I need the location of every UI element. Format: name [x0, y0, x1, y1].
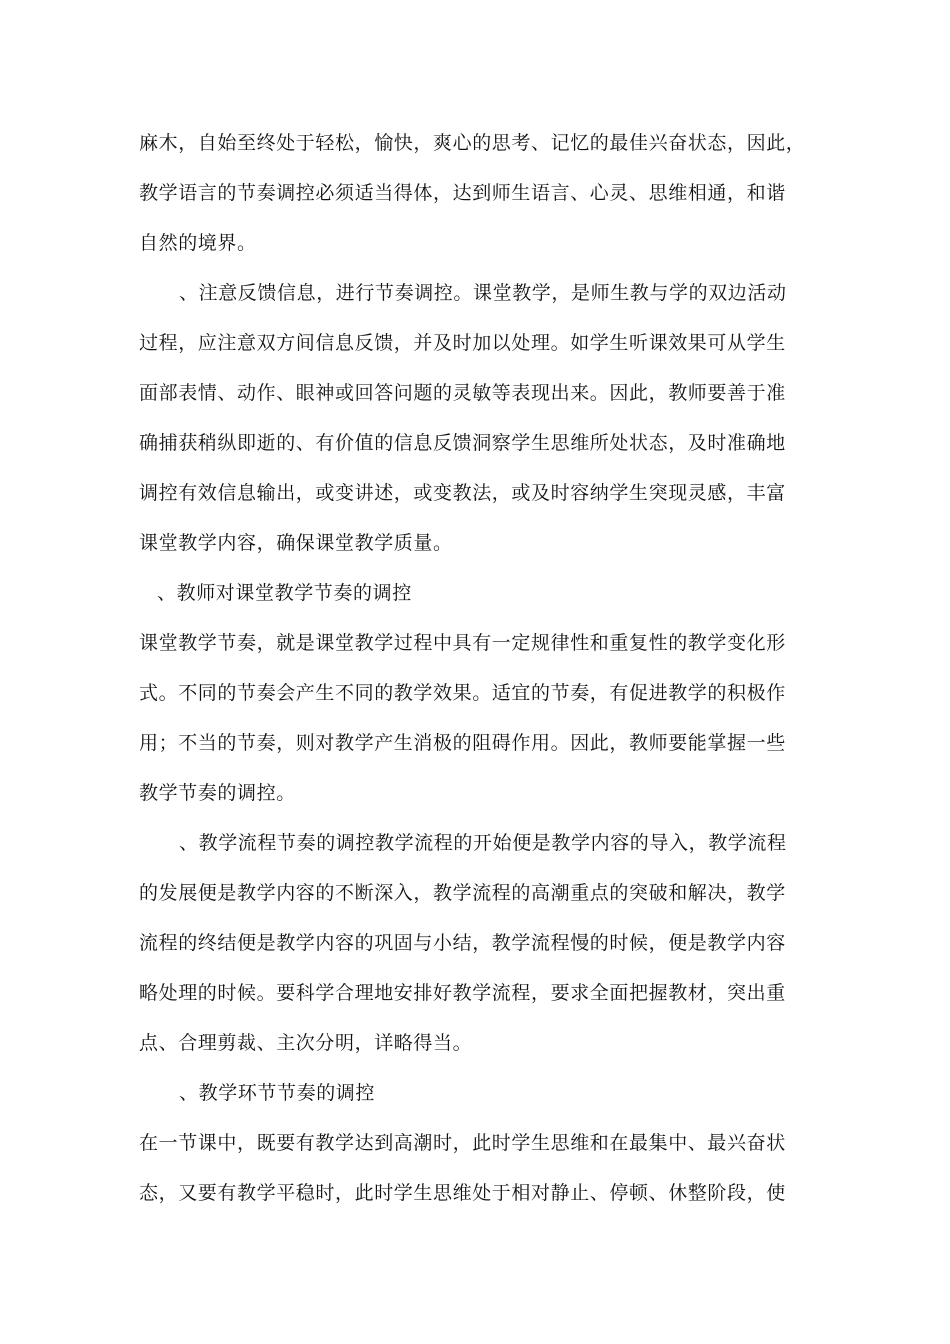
document-body	[139, 118, 839, 1218]
text-line: 在一节课中，既要有教学达到高潮时，此时学生思维和在最集中、最兴奋状	[139, 1132, 786, 1154]
section-heading: 、教师对课堂教学节奏的调控	[157, 582, 412, 604]
text-line: 教学语言的节奏调控必须适当得体，达到师生语言、心灵、思维相通，和谐	[139, 182, 786, 204]
text-line: 、注意反馈信息，进行节奏调控。课堂教学，是师生教与学的双边活动	[179, 282, 787, 304]
text-line: 确捕获稍纵即逝的、有价值的信息反馈洞察学生思维所处状态，及时准确地	[139, 432, 786, 454]
text-line: 麻木，自始至终处于轻松，愉快，爽心的思考、记忆的最佳兴奋状态，因此，	[139, 132, 806, 154]
section-heading: 、教学环节节奏的调控	[179, 1082, 376, 1104]
text-line: 调控有效信息输出，或变讲述，或变教法，或及时容纳学生突现灵感，丰富	[139, 482, 786, 504]
text-line: 用；不当的节奏，则对教学产生消极的阻碍作用。因此，教师要能掌握一些	[139, 732, 786, 754]
text-line: 的发展便是教学内容的不断深入，教学流程的高潮重点的突破和解决，教学	[139, 882, 786, 904]
text-line: 过程，应注意双方间信息反馈，并及时加以处理。如学生听课效果可从学生	[139, 332, 786, 354]
text-line: 流程的终结便是教学内容的巩固与小结，教学流程慢的时候，便是教学内容	[139, 932, 786, 954]
text-line: 课堂教学内容，确保课堂教学质量。	[139, 532, 453, 554]
text-line: 态，又要有教学平稳时，此时学生思维处于相对静止、停顿、休整阶段，使	[139, 1182, 786, 1204]
text-line: 点、合理剪裁、主次分明，详略得当。	[139, 1032, 473, 1054]
text-line: 自然的境界。	[139, 232, 257, 254]
text-line: 略处理的时候。要科学合理地安排好教学流程，要求全面把握教材，突出重	[139, 982, 786, 1004]
text-line: 课堂教学节奏，就是课堂教学过程中具有一定规律性和重复性的教学变化形	[139, 632, 786, 654]
text-line: 、教学流程节奏的调控教学流程的开始便是教学内容的导入，教学流程	[179, 832, 787, 854]
text-line: 式。不同的节奏会产生不同的教学效果。适宜的节奏，有促进教学的积极作	[139, 682, 786, 704]
text-line: 面部表情、动作、眼神或回答问题的灵敏等表现出来。因此，教师要善于准	[139, 382, 786, 404]
text-line: 教学节奏的调控。	[139, 782, 296, 804]
